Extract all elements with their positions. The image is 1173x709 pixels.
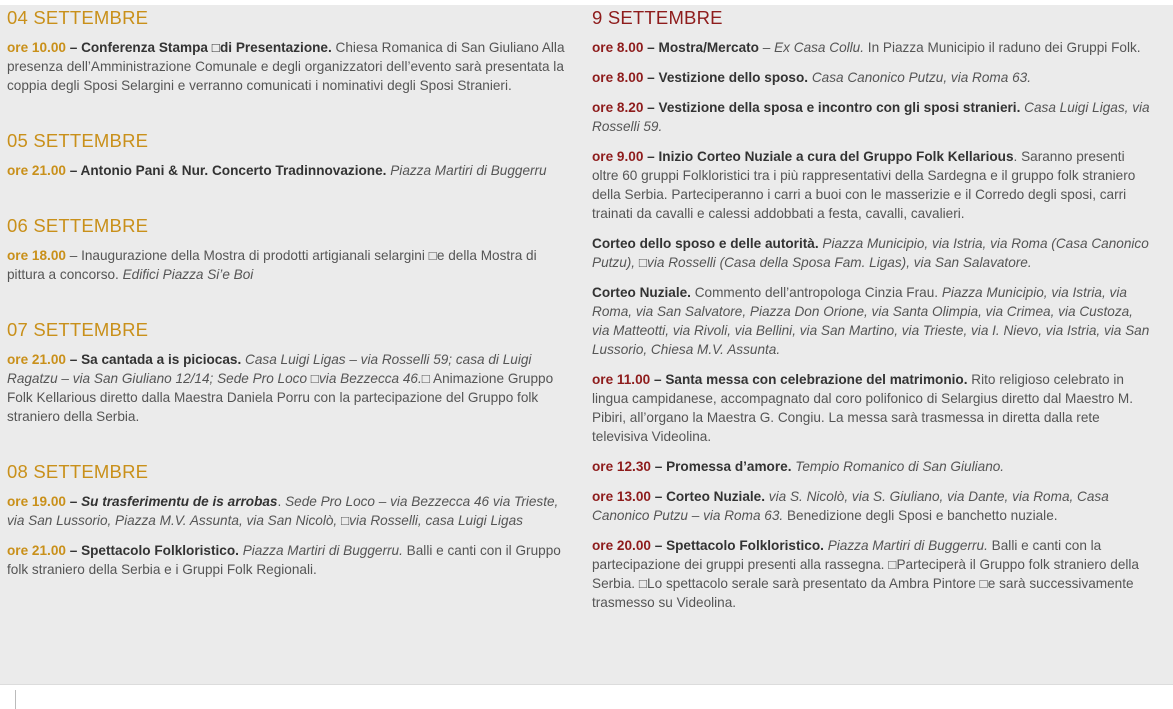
section-gap	[7, 437, 567, 460]
event-time: ore 11.00	[592, 372, 651, 387]
event-description: .	[277, 494, 286, 509]
event-item	[592, 147, 1152, 223]
event-title: – Spettacolo Folkloristico.	[650, 538, 824, 553]
event-item	[592, 370, 1152, 446]
section-gap	[7, 106, 567, 129]
event-location: Casa Luigi Ligas, via Rosselli 59.	[592, 100, 1150, 134]
event-location: Piazza Municipio, via Istria, via Roma (Casa Canonico Putzu), □via Rosselli (Casa della Sposa Fam. Ligas), via San Salavatore.	[592, 236, 1149, 270]
event-time: ore 8.20	[592, 100, 644, 115]
event-details: Balli e canti con la partecipazione dei gruppi presenti alla rassegna. □Parteciperà il Gruppo folk straniero della Serbia. □Lo spettacolo serale sarà presentato da Ambra Pintore □e sarà successivamente trasmesso su Videolina.	[592, 538, 1139, 610]
event-item	[7, 246, 567, 284]
event-time: ore 8.00	[592, 40, 644, 55]
event-details: Animazione Gruppo Folk Kellarious diretto dalla Maestra Daniela Porru con la partecipazione del Gruppo folk straniero della Serbia.	[7, 371, 554, 424]
bottom-bar	[0, 684, 1173, 709]
event-title: – Mostra/Mercato	[643, 40, 759, 55]
day-heading: 08 SETTEMBRE	[7, 461, 149, 482]
event-time: ore 12.30	[592, 459, 651, 474]
event-title: Corteo Nuziale.	[592, 285, 691, 300]
event-details: In Piazza Municipio il raduno dei Gruppi Folk.	[864, 40, 1141, 55]
event-title: – Antonio Pani & Nur. Concerto Tradinnovazione.	[65, 163, 387, 178]
event-location: Piazza Martiri di Buggerru.	[827, 538, 988, 553]
event-item	[7, 350, 567, 426]
event-title: – Conferenza Stampa □di Presentazione.	[65, 40, 332, 55]
event-location: Piazza Martiri di Buggerru.	[242, 543, 403, 558]
event-item	[592, 536, 1152, 612]
event-description: – Inaugurazione della Mostra di prodotti artigianali selargini □e della Mostra di pittura a concorso.	[7, 248, 537, 282]
event-location: Sede Pro Loco – via Bezzecca 46 via Trieste, via San Lussorio, Piazza M.V. Assunta, via San Nicolò, □via Rosselli, casa Luigi Ligas	[7, 494, 559, 528]
event-item	[592, 38, 1152, 57]
event-time: ore 8.00	[592, 70, 644, 85]
event-item	[592, 68, 1152, 87]
event-description: Rito religioso celebrato in lingua campidanese, accompagnato dal coro polifonico di Selargius diretto dal Maestro M. Pibiri, all’organo la Maestra G. Congiu. La messa sarà trasmessa in diretta dalla rete televisiva Videolina.	[592, 372, 1134, 444]
event-location: Piazza Municipio, via Istria, via Roma, via San Salvatore, Piazza Don Orione, via Santa Olimpia, via Crimea, via Custoza, via Matteotti, via Rivoli, via Bellini, via San Martino, via Trieste, via I. Nievo, via Istria, via San Lussorio, Chiesa M.V. Assunta.	[592, 285, 1150, 357]
event-title: – Sa cantada a is piciocas.	[65, 352, 242, 367]
event-location: Edifici Piazza Si’e Boi	[122, 267, 254, 282]
event-item	[7, 541, 567, 579]
day-heading: 05 SETTEMBRE	[7, 130, 149, 151]
event-location: Casa Canonico Putzu, via Roma 63.	[811, 70, 1031, 85]
section-gap	[7, 191, 567, 214]
event-time: ore 10.00	[7, 40, 66, 55]
event-item	[592, 457, 1152, 476]
day-heading: 9 SETTEMBRE	[592, 7, 723, 28]
event-time: ore 9.00	[592, 149, 644, 164]
event-time: ore 21.00	[7, 163, 66, 178]
event-title: – Vestizione dello sposo.	[643, 70, 809, 85]
event-time: ore 13.00	[592, 489, 651, 504]
event-time: ore 19.00	[7, 494, 66, 509]
event-item	[592, 487, 1152, 525]
event-title-italic: Su trasferimentu de is arrobas	[81, 494, 278, 509]
event-title: Corteo dello sposo e delle autorità.	[592, 236, 819, 251]
event-details: Benedizione degli Sposi e banchetto nuziale.	[783, 508, 1058, 523]
section-gap	[7, 295, 567, 318]
event-location: Casa Luigi Ligas – via Rosselli 59; casa di Luigi Ragatzu – via San Giuliano 12/14; Sede Pro Loco □via Bezzecca 46.□	[7, 352, 532, 386]
event-title: – Spettacolo Folkloristico.	[65, 543, 239, 558]
event-time: ore 21.00	[7, 543, 66, 558]
event-description: . Saranno presenti oltre 60 gruppi Folkloristici tra i più rappresentativi della Sardegna e il gruppo folk straniero della Serbia. Parteciperanno i carri a buoi con le masserizie e il Corredo degli sposi, carri trainati da cavalli e calessi addobbati a festa, cavalli, cavalieri.	[592, 149, 1136, 221]
left-column	[7, 6, 567, 590]
day-heading: 06 SETTEMBRE	[7, 215, 149, 236]
top-border	[0, 0, 1173, 5]
day-heading: 07 SETTEMBRE	[7, 319, 149, 340]
event-location: Ex Casa Collu.	[774, 40, 865, 55]
event-title: – Promessa d’amore.	[650, 459, 792, 474]
event-details: Balli e canti con il Gruppo folk straniero della Serbia e i Gruppi Folk Regionali.	[7, 543, 561, 577]
event-location: Piazza Martiri di Buggerru	[390, 163, 547, 178]
event-description: –	[758, 40, 775, 55]
event-item	[592, 98, 1152, 136]
event-item	[7, 492, 567, 530]
event-time: ore 20.00	[592, 538, 651, 553]
event-title: – Inizio Corteo Nuziale a cura del Gruppo Folk Kellarious	[643, 149, 1014, 164]
event-title: – Corteo Nuziale.	[650, 489, 766, 504]
event-time: ore 21.00	[7, 352, 66, 367]
right-column	[592, 6, 1152, 623]
event-time: ore 18.00	[7, 248, 66, 263]
text-caret	[15, 690, 16, 709]
event-title: –	[65, 494, 82, 509]
event-title: – Santa messa con celebrazione del matrimonio.	[650, 372, 968, 387]
event-item	[7, 161, 567, 180]
event-item	[7, 38, 567, 95]
event-title: – Vestizione della sposa e incontro con gli sposi stranieri.	[643, 100, 1021, 115]
event-description: Commento dell’antropologa Cinzia Frau.	[690, 285, 942, 300]
event-location: Tempio Romanico di San Giuliano.	[795, 459, 1005, 474]
event-item	[592, 283, 1152, 359]
day-heading: 04 SETTEMBRE	[7, 7, 149, 28]
event-location: via S. Nicolò, via S. Giuliano, via Dante, via Roma, Casa Canonico Putzu – via Roma 63.	[592, 489, 1109, 523]
event-description: Chiesa Romanica di San Giuliano Alla presenza dell’Amministrazione Comunale e degli organizzatori dell’evento sarà presentata la coppia degli Sposi Selargini e verranno comunicati i nominativi degli Sposi Stranieri.	[7, 40, 565, 93]
event-item	[592, 234, 1152, 272]
